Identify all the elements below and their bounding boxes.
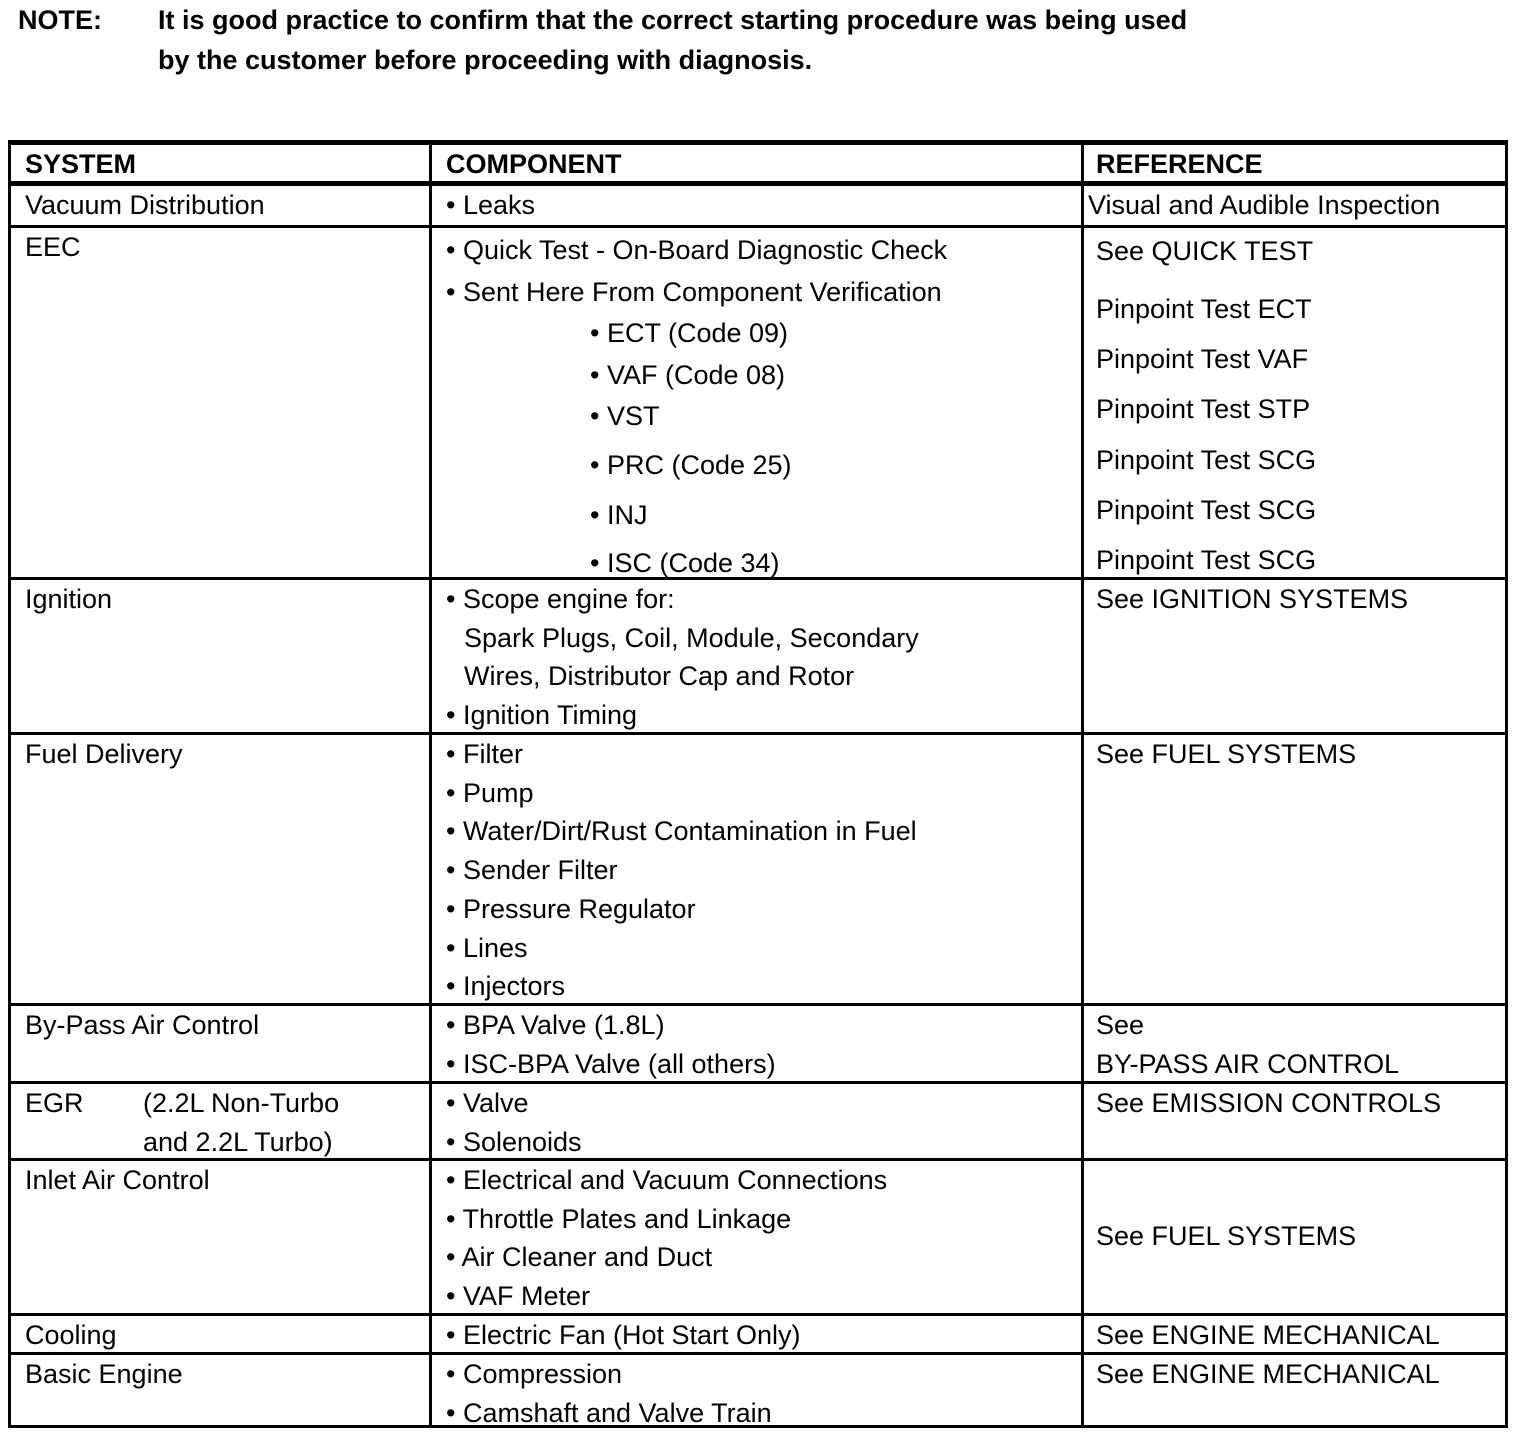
component-item: • Ignition Timing [446,700,638,731]
system-qualifier-line: and 2.2L Turbo) [143,1126,333,1157]
system-name: Vacuum Distribution [25,190,265,220]
component-subitem: • PRC (Code 25) [590,449,792,480]
reference-cell [1084,186,1508,228]
component-item: • BPA Valve (1.8L) [446,1010,665,1040]
system-qualifier-line: (2.2L Non-Turbo [143,1088,340,1118]
reference-cell [1084,735,1508,1006]
component-item: • Compression [446,1359,623,1389]
reference-text: See IGNITION SYSTEMS [1096,584,1409,614]
system-cell [8,228,432,580]
component-item: • Water/Dirt/Rust Contamination in Fuel [446,816,917,847]
component-item: • Electric Fan (Hot Start Only) [446,1320,801,1350]
component-item: • Sent Here From Component Verification [446,276,942,307]
reference-cell [1084,580,1508,735]
reference-text: BY-PASS AIR CONTROL [1096,1048,1400,1079]
system-name: EEC [25,232,81,262]
reference-cell [1084,1316,1508,1355]
system-name: Basic Engine [25,1359,183,1389]
component-item: • Injectors [446,971,565,1002]
component-item: Spark Plugs, Coil, Module, Secondary [464,622,919,653]
component-item: • Sender Filter [446,855,618,886]
component-subitem: • ECT (Code 09) [590,318,789,348]
component-item: • Throttle Plates and Linkage [446,1203,792,1234]
reference-text: Pinpoint Test STP [1096,394,1311,424]
component-cell [432,228,1084,580]
reference-text: See QUICK TEST [1096,236,1314,266]
system-name: By-Pass Air Control [25,1010,260,1040]
header-component: COMPONENT [432,140,1084,186]
note-label: NOTE: [18,5,102,35]
system-name: Ignition [25,584,113,614]
reference-text: See ENGINE MECHANICAL [1096,1359,1440,1389]
system-name: EGR [25,1088,84,1118]
note-text [158,0,1438,80]
system-name: Inlet Air Control [25,1165,210,1195]
reference-text: See EMISSION CONTROLS [1096,1088,1442,1118]
component-item: • Leaks [446,190,536,220]
component-item: • Air Cleaner and Duct [446,1242,713,1273]
header-system: SYSTEM [8,140,432,186]
reference-cell [1084,1006,1508,1084]
component-subitem: • ISC (Code 34) [590,547,780,578]
component-item: • Camshaft and Valve Train [446,1397,772,1428]
component-item: • Valve [446,1088,529,1118]
system-name: Fuel Delivery [25,739,183,769]
reference-text: See ENGINE MECHANICAL [1096,1320,1440,1350]
system-cell [8,1316,432,1355]
component-item: • ISC-BPA Valve (all others) [446,1048,776,1079]
component-item: • Electrical and Vacuum Connections [446,1165,888,1195]
component-cell [432,186,1084,228]
reference-text: Visual and Audible Inspection [1088,190,1441,220]
component-cell [432,1084,1084,1161]
system-name: Cooling [25,1320,117,1350]
component-cell [432,1355,1084,1428]
reference-text: Pinpoint Test SCG [1096,495,1317,525]
system-cell [8,186,432,228]
system-cell [8,1161,432,1316]
system-cell [8,1006,432,1084]
reference-cell [1084,1084,1508,1161]
reference-text: Pinpoint Test SCG [1096,545,1317,575]
component-item: • Solenoids [446,1126,582,1157]
component-subitem: • VAF (Code 08) [590,359,786,390]
component-cell [432,735,1084,1006]
component-item: • Scope engine for: [446,584,675,614]
component-item: Wires, Distributor Cap and Rotor [464,661,855,692]
reference-text: Pinpoint Test SCG [1096,445,1317,475]
reference-text: Pinpoint Test VAF [1096,344,1309,374]
component-subitem: • INJ [590,500,648,530]
component-item: • Pump [446,777,534,808]
system-qualifier [143,1084,339,1161]
system-cell [8,1355,432,1428]
note-text-line-2: by the customer before proceeding with diagnosis. [158,45,813,75]
reference-text: See FUEL SYSTEMS [1096,1221,1357,1251]
system-cell [8,735,432,1006]
component-subitem: • VST [590,401,660,431]
component-cell [432,1316,1084,1355]
component-item: • Lines [446,932,528,963]
component-cell [432,580,1084,735]
system-cell [8,580,432,735]
diagnosis-table [8,140,1508,1428]
component-item: • Filter [446,739,523,769]
note-text-line-1: It is good practice to confirm that the correct starting procedure was being used [158,5,1188,35]
reference-cell [1084,228,1508,580]
reference-text: See [1096,1010,1145,1040]
reference-cell [1084,1355,1508,1428]
component-item: • Pressure Regulator [446,893,696,924]
component-cell [432,1006,1084,1084]
system-cell [8,1084,432,1161]
reference-text: Pinpoint Test ECT [1096,294,1312,324]
reference-cell [1084,1161,1508,1316]
component-item: • VAF Meter [446,1281,590,1312]
component-cell [432,1161,1084,1316]
reference-text: See FUEL SYSTEMS [1096,739,1357,769]
component-item: • Quick Test - On-Board Diagnostic Check [446,235,948,265]
header-reference: REFERENCE [1084,140,1508,186]
